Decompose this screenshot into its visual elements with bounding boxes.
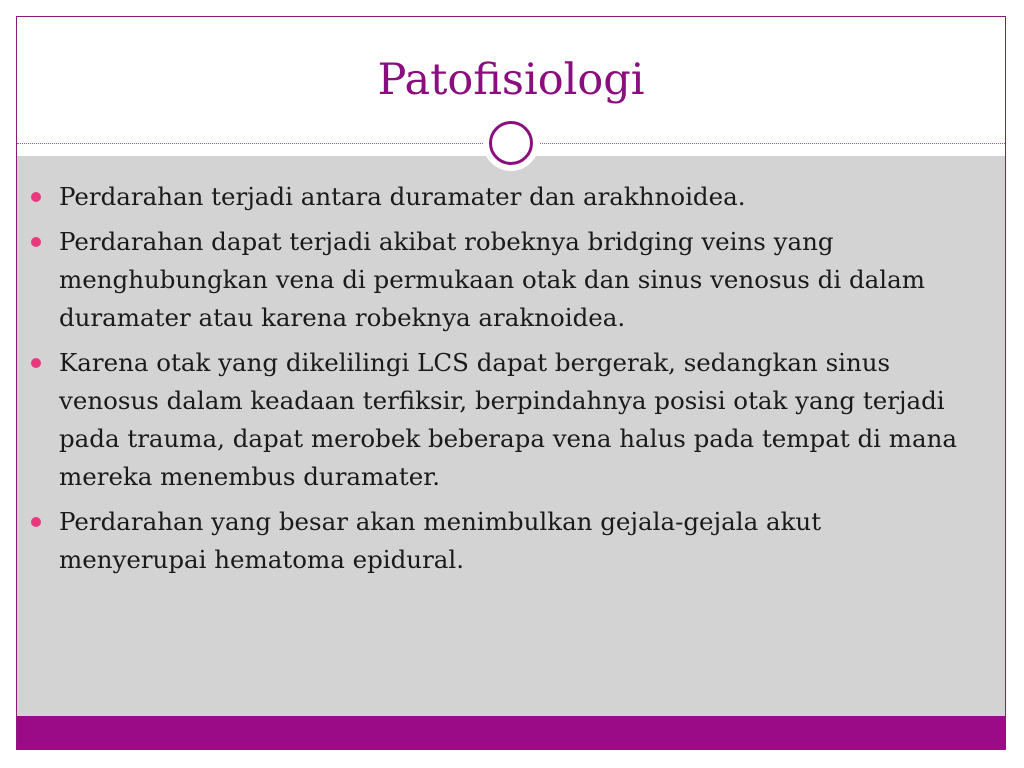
- bullet-item: [29, 503, 974, 579]
- bullet-list: [29, 178, 974, 586]
- bullet-dot-icon: [31, 358, 41, 368]
- content-area: [17, 156, 1005, 716]
- bullet-item: [29, 344, 974, 496]
- bullet-text: Perdarahan yang besar akan menimbulkan gejala-gejala akut menyerupai hematoma epidural.: [59, 507, 822, 574]
- bullet-item: [29, 178, 974, 216]
- bullet-item: [29, 223, 974, 337]
- bullet-dot-icon: [31, 517, 41, 527]
- bullet-dot-icon: [31, 237, 41, 247]
- bottom-bar: [17, 716, 1005, 750]
- bullet-dot-icon: [31, 192, 41, 202]
- bullet-text: Perdarahan dapat terjadi akibat robeknya bridging veins yang menghubungkan vena di permukaan otak dan sinus venosus di dalam duramater atau karena robeknya araknoidea.: [59, 227, 925, 332]
- bullet-text: Perdarahan terjadi antara duramater dan arakhnoidea.: [59, 182, 746, 211]
- circle-ornament-icon: [483, 115, 539, 171]
- slide-title: Patofisiologi: [377, 55, 645, 105]
- bullet-text: Karena otak yang dikelilingi LCS dapat bergerak, sedangkan sinus venosus dalam keadaan terfiksir, berpindahnya posisi otak yang terjadi pada trauma, dapat merobek beberapa vena halus pada tempat di mana mereka menembus duramater.: [59, 348, 957, 491]
- slide: [16, 16, 1006, 750]
- circle-ring-icon: [489, 121, 533, 165]
